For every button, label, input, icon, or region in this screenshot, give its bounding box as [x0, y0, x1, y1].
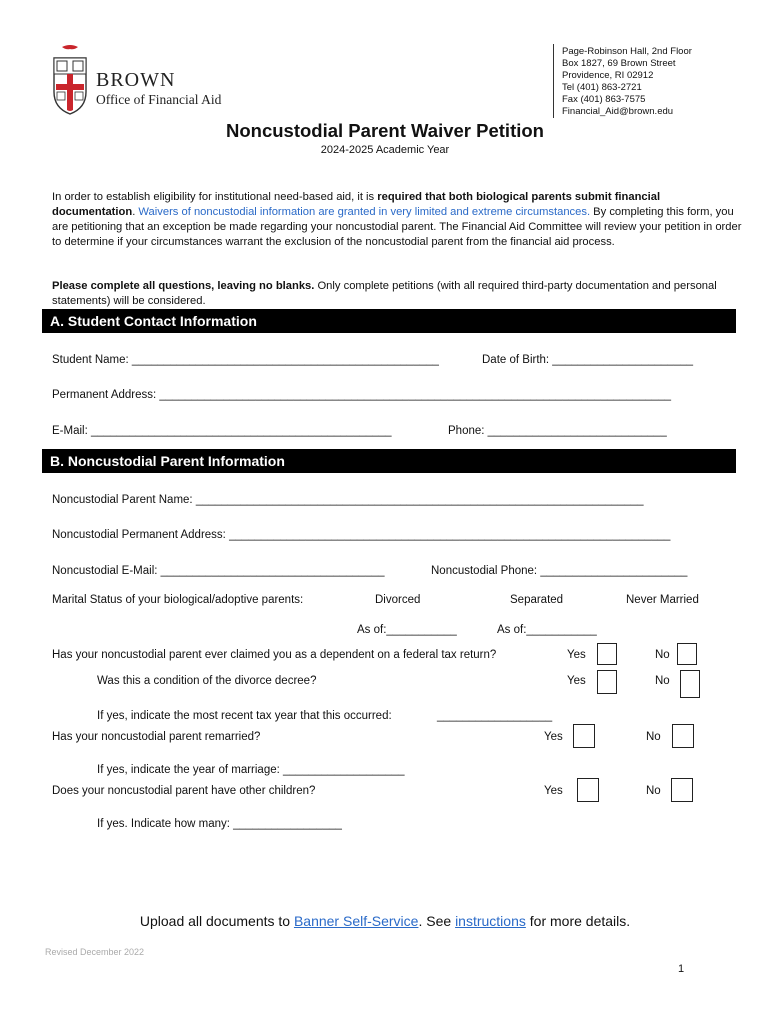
contact-line: Providence, RI 02912: [562, 70, 654, 81]
contact-line: Page-Robinson Hall, 2nd Floor: [562, 46, 692, 57]
nc-email-field[interactable]: Noncustodial E-Mail: ___________________________________: [52, 565, 385, 577]
children-yes-label: Yes: [544, 785, 563, 797]
logo-office: Office of Financial Aid: [96, 92, 222, 107]
contact-line: Box 1827, 69 Brown Street: [562, 58, 676, 69]
instructions-link[interactable]: instructions: [455, 913, 526, 929]
intro-text: By completing this form, you are petitioning that an exception be made regarding your noncustodial parent. The Financial Aid Committee will review your petition in order to determine if your circumstances warrant the exclusion of the noncustodial parent from the financial aid process.: [52, 206, 742, 248]
page-number: 1: [678, 963, 685, 975]
remarried-no-checkbox[interactable]: [672, 724, 694, 748]
children-no-checkbox[interactable]: [671, 778, 693, 802]
remarried-yes-checkbox[interactable]: [573, 724, 595, 748]
divorced-as-of-field[interactable]: As of:___________: [357, 624, 457, 636]
student-name-field[interactable]: Student Name: ________________________________________________: [52, 354, 439, 366]
intro-text: .: [132, 206, 139, 218]
dependent-no-label: No: [655, 649, 670, 661]
academic-year: 2024-2025 Academic Year: [320, 144, 450, 156]
how-many-children-field[interactable]: If yes. Indicate how many: _________________: [97, 818, 342, 830]
intro-text: In order to establish eligibility for institutional need-based aid, it is: [52, 191, 378, 203]
contact-email: Financial_Aid@brown.edu: [562, 106, 674, 117]
question-remarried: Has your noncustodial parent remarried?: [52, 731, 261, 743]
dependent-no-checkbox[interactable]: [677, 643, 697, 665]
question-divorce-decree: Was this a condition of the divorce decree?: [97, 675, 317, 687]
decree-no-checkbox[interactable]: [680, 670, 700, 698]
date-of-birth-field[interactable]: Date of Birth: ______________________: [482, 354, 694, 366]
banner-self-service-link[interactable]: Banner Self-Service: [293, 913, 419, 929]
phone-field[interactable]: Phone: ____________________________: [448, 425, 667, 437]
instructions-text: Only complete petitions (with all required third-party documentation and personal statements) will be considered.: [52, 280, 717, 307]
decree-no-label: No: [655, 675, 670, 687]
email-field[interactable]: E-Mail: _______________________________________________: [52, 425, 392, 437]
separated-as-of-field[interactable]: As of:___________: [497, 624, 597, 636]
question-other-children: Does your noncustodial parent have other children?: [52, 785, 316, 797]
page-title: Noncustodial Parent Waiver Petition: [226, 120, 544, 141]
upload-text: for more details.: [525, 913, 631, 929]
instructions-paragraph: [52, 279, 742, 309]
nc-phone-field[interactable]: Noncustodial Phone: _______________________: [431, 565, 688, 577]
contact-line: Fax (401) 863-7575: [562, 94, 646, 105]
revised-date: Revised December 2022: [45, 947, 145, 957]
contact-divider: [553, 44, 554, 118]
tax-year-field[interactable]: __________________: [437, 710, 553, 722]
upload-text: Upload all documents to: [139, 913, 294, 929]
remarried-no-label: No: [646, 731, 661, 743]
remarried-yes-label: Yes: [544, 731, 563, 743]
upload-text: . See: [418, 913, 456, 929]
section-a-heading: A. Student Contact Information: [42, 309, 736, 333]
marital-option-never-married[interactable]: Never Married: [626, 594, 699, 606]
nc-parent-name-field[interactable]: Noncustodial Parent Name: ______________________________________________________________________: [52, 494, 644, 506]
question-dependent: Has your noncustodial parent ever claimed you as a dependent on a federal tax return?: [52, 649, 497, 661]
logo-name: BROWN: [96, 69, 176, 91]
decree-yes-label: Yes: [567, 675, 586, 687]
contact-line: Tel (401) 863-2721: [562, 82, 642, 93]
marital-option-separated[interactable]: Separated: [510, 594, 564, 606]
intro-bold: required that both biological parents submit financial documentation: [52, 191, 661, 218]
nc-address-field[interactable]: Noncustodial Permanent Address: _____________________________________________________________________: [52, 529, 671, 541]
waivers-link-text: of noncustodial information are granted in very limited and extreme circumstances.: [178, 206, 591, 218]
waivers-link[interactable]: Waivers: [138, 206, 179, 218]
upload-instructions: [0, 913, 770, 929]
brown-shield-icon: [50, 44, 90, 116]
children-yes-checkbox[interactable]: [577, 778, 599, 802]
marital-status-label: Marital Status of your biological/adoptive parents:: [52, 594, 304, 606]
brown-logo: [50, 44, 240, 116]
marital-option-divorced[interactable]: Divorced: [375, 594, 421, 606]
question-tax-year: If yes, indicate the most recent tax year that this occurred:: [97, 710, 392, 722]
children-no-label: No: [646, 785, 661, 797]
permanent-address-field[interactable]: Permanent Address: ________________________________________________________________________________: [52, 389, 672, 401]
marriage-year-field[interactable]: If yes, indicate the year of marriage: ___________________: [97, 764, 405, 776]
decree-yes-checkbox[interactable]: [597, 670, 617, 694]
intro-paragraph: [52, 190, 742, 250]
contact-block: [562, 46, 692, 118]
instructions-bold: Please complete all questions, leaving no blanks.: [52, 280, 315, 292]
dependent-yes-checkbox[interactable]: [597, 643, 617, 665]
dependent-yes-label: Yes: [567, 649, 586, 661]
section-b-heading: B. Noncustodial Parent Information: [42, 449, 736, 473]
